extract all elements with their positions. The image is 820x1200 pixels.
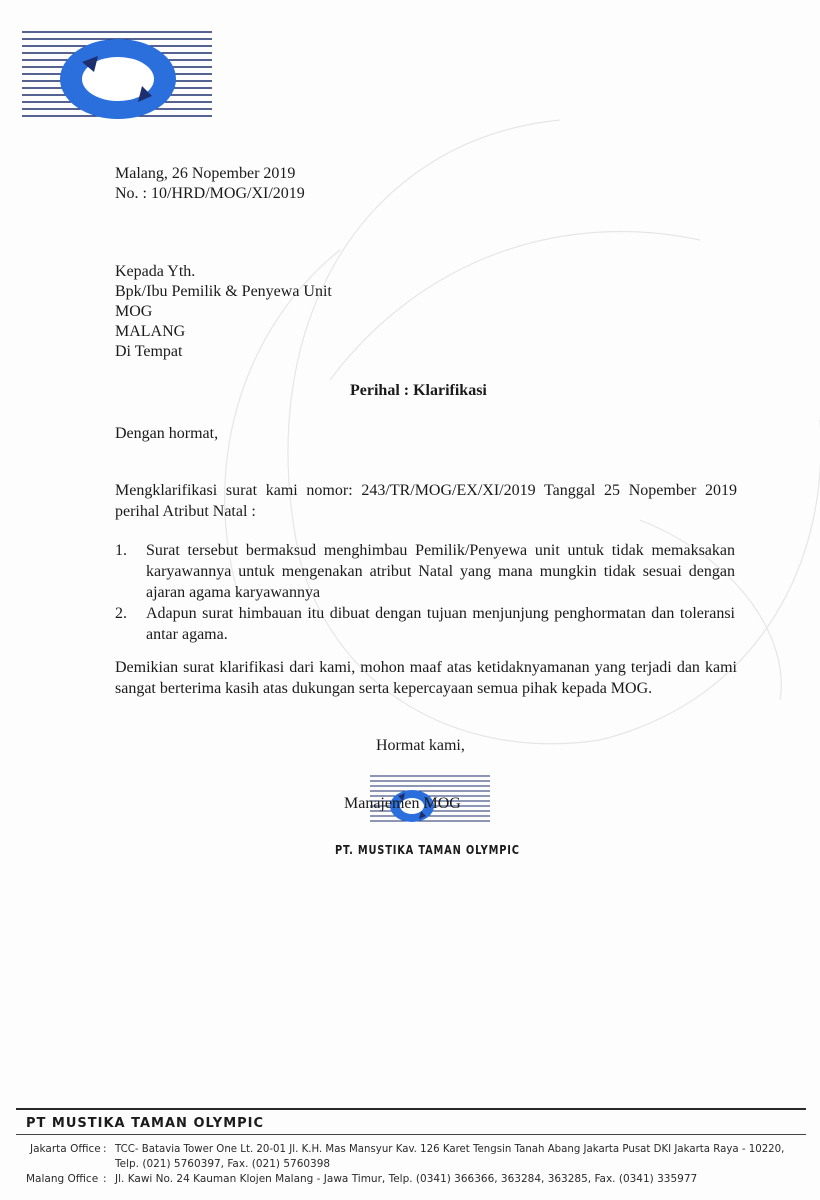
mog-logo-icon bbox=[22, 24, 212, 124]
letter-closing-paragraph: Demikian surat klarifikasi dari kami, mohon maaf atas ketidaknyamanan yang terjadi dan kami sangat berterima kasih atas dukungan serta kepercayaan semua pihak kepada MOG. bbox=[115, 659, 737, 697]
footer-jakarta-label: Jakarta Office bbox=[30, 1143, 101, 1155]
list-item-text: Adapun surat himbauan itu dibuat dengan tujuan menjunjung penghormatan dan toleransi antar agama. bbox=[146, 605, 735, 643]
letter-valediction: Hormat kami, bbox=[376, 737, 465, 754]
footer-malang-label: Malang Office bbox=[26, 1173, 99, 1185]
recipient-line2: MOG bbox=[115, 303, 153, 320]
footer-divider-thin bbox=[16, 1134, 806, 1135]
list-item-number: 2. bbox=[115, 605, 127, 622]
letter-signer: Manajemen MOG bbox=[344, 795, 461, 812]
footer-company: PT MUSTIKA TAMAN OLYMPIC bbox=[26, 1116, 265, 1131]
list-item-text: Surat tersebut bermaksud menghimbau Pemilik/Penyewa unit untuk tidak memaksakan karyawannya untuk mengenakan atribut Natal yang mana mungkin tidak sesuai dengan ajaran agama karyawannya bbox=[146, 542, 735, 601]
stamp-company-name: PT. MUSTIKA TAMAN OLYMPIC bbox=[335, 843, 520, 857]
footer-jakarta-address: TCC- Batavia Tower One Lt. 20-01 Jl. K.H. Mas Mansyur Kav. 126 Karet Tengsin Tanah Abang Jakarta Pusat DKI Jakarta Raya - 10220, bbox=[115, 1143, 785, 1155]
footer-divider bbox=[16, 1108, 806, 1110]
letter-intro: Mengklarifikasi surat kami nomor: 243/TR/MOG/EX/XI/2019 Tanggal 25 Nopember 2019 perihal Atribut Natal : bbox=[115, 482, 737, 520]
recipient-salutation: Kepada Yth. bbox=[115, 263, 196, 280]
recipient-line1: Bpk/Ibu Pemilik & Penyewa Unit bbox=[115, 283, 332, 300]
footer-malang-colon: : bbox=[103, 1173, 107, 1185]
list-item bbox=[115, 540, 735, 603]
letter-greeting: Dengan hormat, bbox=[115, 425, 219, 442]
letter-points bbox=[115, 540, 735, 645]
recipient-line4: Di Tempat bbox=[115, 343, 183, 360]
recipient-line3: MALANG bbox=[115, 323, 186, 340]
letter-subject: Perihal : Klarifikasi bbox=[350, 382, 487, 399]
list-item-number: 1. bbox=[115, 542, 127, 559]
letter-number: No. : 10/HRD/MOG/XI/2019 bbox=[115, 185, 305, 202]
footer-malang-address: Jl. Kawi No. 24 Kauman Klojen Malang - Jawa Timur, Telp. (0341) 366366, 363284, 363285, Fax. (0341) 335977 bbox=[115, 1173, 698, 1185]
list-item bbox=[115, 603, 735, 645]
footer-jakarta-colon: : bbox=[103, 1143, 107, 1155]
letter-date: Malang, 26 Nopember 2019 bbox=[115, 165, 296, 182]
footer-jakarta-phone: Telp. (021) 5760397, Fax. (021) 5760398 bbox=[115, 1158, 331, 1170]
